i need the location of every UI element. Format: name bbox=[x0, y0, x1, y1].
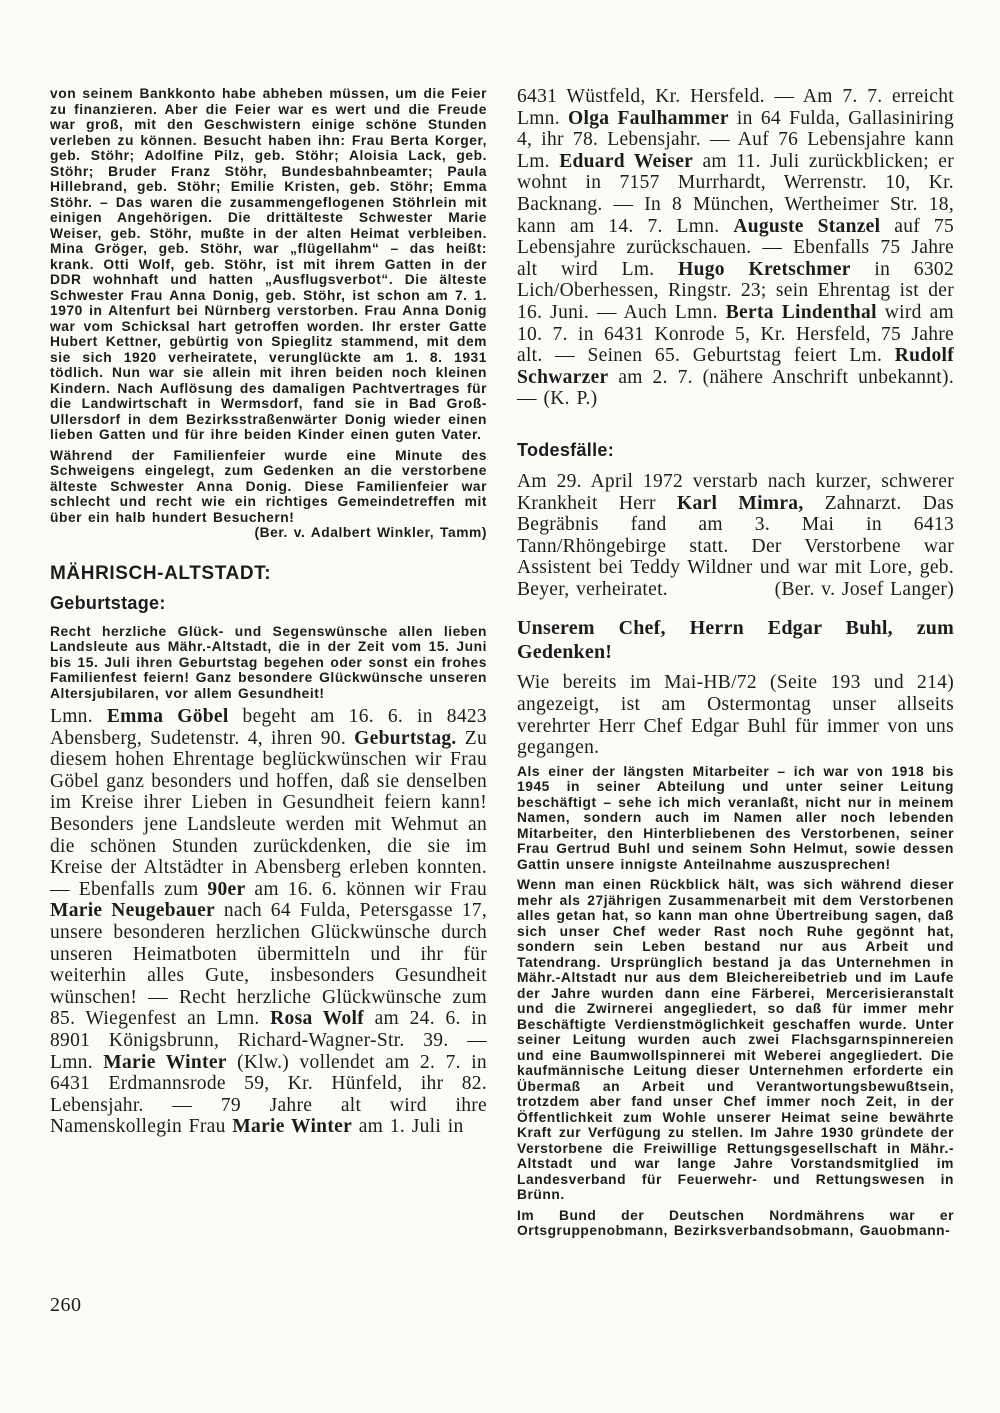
obituary-karl-mimra-paragraph bbox=[517, 471, 954, 601]
section-heading-maehrisch-altstadt: MÄHRISCH-ALTSTADT: bbox=[50, 562, 272, 584]
column-left bbox=[50, 86, 487, 1244]
memorial-condolence-paragraph bbox=[517, 764, 954, 873]
text-run: 90er bbox=[207, 878, 246, 900]
text-run: am 1. Juli in bbox=[352, 1116, 464, 1138]
birthday-announcements-paragraph bbox=[50, 706, 487, 1138]
text-run: Wenn man einen Rückblick hält, was sich während dieser mehr als 27jährigen Zusammenarbeit mit dem Verstorbenen alles getan hat, so kann man ohne Übertreibung sagen, daß sich unser Chef weder Rast noch Ruhe gegönnt hat, sondern sein Leben bestand nur aus Arbeit und Tatendrang. Ursprünglich bestand ja das Unternehmen in Mähr.-Altstadt nur aus dem Bleichereibetrieb und im Laufe der Jahre wurden dann eine Färberei, Mercerisieranstalt und die Zwirnerei angegliedert, so daß für immer mehr Beschäftigte Verdienstmöglichkeit geschaffen wurde. Unter seiner Leitung wurden auch zwei Flachsgarnspinnereien und eine Baumwollspinnerei mit Weberei angegliedert. Die kaufmännische Leitung dieser Unternehmen erforderte ein Übermaß an Arbeit und Verantwortungsbewußtsein, trotzdem aber fand unser Chef immer noch Zeit, in der Öffentlichkeit zum Wohle unserer Heimat seine bewährte Kraft zur Verfügung zu stellen. Im Jahre 1930 gründete der Verstorbene die Freiwillige Rettungsgesellschaft in Mähr.-Altstadt und war lange Jahre Vorstandsmitglied im Landesverband für Feuerwehr- und Rettungswesen in Brünn. bbox=[517, 877, 954, 1203]
memorial-intro-paragraph bbox=[517, 672, 954, 758]
memorial-associations-paragraph bbox=[517, 1208, 954, 1239]
text-run: auf 75 Lebensjahre zurückschauen. — Ebenfalls 75 Jahre alt wird Lm. bbox=[517, 215, 955, 280]
text-run: wird am 10. 7. in 6431 Konrode 5, Kr. Hersfeld, 75 Jahre alt. — Seinen 65. Geburtstag feiert Lm. bbox=[517, 301, 954, 367]
page-number: 260 bbox=[50, 1294, 82, 1316]
text-run: Emma Göbel bbox=[106, 706, 229, 727]
text-run: Marie Winter bbox=[232, 1116, 353, 1138]
text-run: Während der Familienfeier wurde eine Minute des Schweigens eingelegt, zum Gedenken an die verstorbene älteste Schwester Anna Donig. Diese Familienfeier war schlecht und recht wie ein richtiges Gemeindetreffen mit über ein halb hundert Besuchern! bbox=[50, 447, 487, 525]
text-run: begeht am 16. 6. in 8423 Abensberg, Sudetenstr. 4, ihren 90. bbox=[50, 706, 487, 749]
text-run: 6431 Wüstfeld, Kr. Hersfeld. — Am 7. 7. erreicht Lmn. bbox=[517, 86, 954, 129]
section-heading-todesfaelle: Todesfälle: bbox=[517, 439, 614, 460]
text-run: Marie Winter bbox=[103, 1051, 227, 1073]
text-run: Rosa Wolf bbox=[270, 1008, 365, 1030]
text-run: am 16. 6. können wir Frau bbox=[245, 878, 488, 900]
section-heading-geburtstage: Geburtstage: bbox=[50, 592, 166, 613]
text-run: Eduard Weiser bbox=[559, 150, 694, 172]
text-run: Zu diesem hohen Ehrentage beglückwünschen wir Frau Göbel ganz besonders und hoffen, daß sie denselben im Kreise ihrer Lieben in Gesundheit feiern kann! Besonders jene Landsleute werden mit Wehmut an die schönen Stunden zurückdenken, die sie im Kreise der Altstädter in Abensberg erleben konnten. — Ebenfalls zum bbox=[50, 727, 487, 900]
byline: (Ber. v. Adalbert Winkler, Tamm) bbox=[254, 525, 487, 540]
text-run: Zahnarzt. Das Begräbnis fand am 3. Mai in 6413 Tann/Rhöngebirge statt. Der Verstorbene war Assistent bei Teddy Wildner und war mit Lore, geb. Beyer, verheiratet. bbox=[517, 492, 954, 600]
text-run: Hugo Kretschmer bbox=[678, 258, 851, 280]
text-run: am 2. 7. (nähere Anschrift unbekannt). — (K. P.) bbox=[517, 366, 954, 410]
text-run: in 6302 Lich/Oberhessen, Ringstr. 23; sein Ehrentag ist der 16. Juni. — Auch Lmn. bbox=[517, 258, 954, 323]
text-run: Am 29. April 1972 verstarb nach kurzer, schwerer Krankheit Herr bbox=[517, 470, 954, 514]
text-run: am 24. 6. in 8901 Königsbrunn, Richard-Wagner-Str. 39. — Lmn. bbox=[50, 1008, 488, 1073]
text-run: Im Bund der Deutschen Nordmährens war er Ortsgruppenobmann, Bezirksverbandsobmann, Gauobmann- bbox=[517, 1207, 954, 1239]
birthday-intro-paragraph bbox=[50, 624, 487, 702]
column-right bbox=[517, 86, 954, 1244]
text-run: Berta Lindenthal bbox=[725, 301, 877, 323]
text-run: in 64 Fulda, Gallasiniring 4, ihr 78. Lebensjahr. — Auf 76 Lebensjahre kann Lm. bbox=[517, 107, 955, 172]
text-run: Recht herzliche Glück- und Segenswünsche allen lieben Landsleute aus Mähr.-Altstadt, die in der Zeit vom 15. Juni bis 15. Juli ihren Geburtstag begehen oder sonst ein frohes Familienfest feiern! Ganz besondere Glückwünsche unseren Altersjubilaren, vor allem Gesundheit! bbox=[50, 623, 487, 701]
text-run: Lmn. bbox=[50, 706, 107, 727]
text-run: von seinem Bankkonto habe abheben müssen, um die Feier zu finanzieren. Aber die Feier war es wert und die Freude war groß, mit den Geschwistern einige schöne Stunden verleben zu können. Besucht haben ihn: Frau Berta Korger, geb. Stöhr; Adolfine Pilz, geb. Stöhr; Aloisia Lack, geb. Stöhr; Bruder Franz Stöhr, Bundesbahnbeamter; Paula Hillebrand, geb. Stöhr; Emilie Kristen, geb. Stöhr; Emma Stöhr. – Das waren die zusammengeflogenen Stöhrlein mit einigen Angehörigen. Die drittälteste Schwester Marie Weiser, geb. Stöhr, mußte in der alten Heimat verbleiben. Mina Gröger, geb. Stöhr, war „flügellahm“ – das heißt: krank. Otti Wolf, geb. Stöhr, ist mit ihrem Gatten in der DDR wohnhaft und hatten „Ausflugsverbot“. Die älteste Schwester Frau Anna Donig, geb. Stöhr, ist schon am 7. 1. 1970 in Altenfurt bei Nürnberg verstorben. Frau Anna Donig war vom Schicksal hart getroffen worden. Ihr erster Gatte Hubert Kettner, gebürtig von Spieglitz stammend, mit dem sie sich 1920 verheiratete, verunglückte am 1. 8. 1931 tödlich. Nun war sie allein mit ihren beiden noch kleinen Kindern. Nach Auflösung des damaligen Pachtvertrages für die Landwirtschaft in Wermsdorf, fand sie in Bad Groß-Ullersdorf in dem Bezirksstraßenwärter Donig wieder einen lieben Gatten und für ihre beiden Kinder einen guten Vater. bbox=[50, 86, 487, 442]
text-run: Marie Neugebauer bbox=[50, 900, 215, 922]
text-run: Karl Mimra, bbox=[676, 492, 804, 514]
text-run: Als einer der längsten Mitarbeiter – ich war von 1918 bis 1945 in seiner Abteilung und unter seiner Leitung beschäftigt – sehe ich mich veranlaßt, nicht nur in meinem Namen, sondern auch im Namen aller noch lebenden Mitarbeiter, den Hinterbliebenen des Verstorbenen, seiner Frau Gertrud Buhl und seinem Sohn Helmut, sowie dessen Gattin unsere innigste Anteilnahme auszusprechen! bbox=[517, 763, 954, 872]
memorial-heading-edgar-buhl: Unserem Chef, Herrn Edgar Buhl, zum Gedenken! bbox=[517, 617, 954, 664]
text-run: am 11. Juli zurückblicken; er wohnt in 7157 Murrhardt, Werrenstr. 10, Kr. Backnang. — In 8 München, Wertheimer Str. 18, kann am 14. 7. Lmn. bbox=[517, 150, 955, 237]
text-run: Olga Faulhammer bbox=[568, 107, 729, 129]
text-run: (Klw.) vollendet am 2. 7. in 6431 Erdmannsrode 59, Kr. Hünfeld, ihr 82. Lebensjahr. — 79 Jahre alt wird ihre Namenskollegin Frau bbox=[50, 1051, 487, 1138]
birthday-announcements-continued-paragraph bbox=[517, 86, 954, 410]
family-reunion-paragraph bbox=[50, 86, 487, 443]
text-run: Rudolf Schwarzer bbox=[517, 345, 954, 388]
text-run: Geburtstag. bbox=[354, 727, 457, 749]
family-reunion-closing-paragraph bbox=[50, 448, 487, 541]
text-run: Wie bereits im Mai-HB/72 (Seite 193 und 214) angezeigt, ist am Ostermontag unser allseits verehrter Herr Chef Edgar Buhl für immer von uns gegangen. bbox=[517, 672, 954, 759]
text-run: Auguste Stanzel bbox=[733, 215, 881, 237]
memorial-life-work-paragraph bbox=[517, 877, 954, 1203]
byline: (Ber. v. Josef Langer) bbox=[774, 578, 954, 600]
text-run: nach 64 Fulda, Petersgasse 17, unsere besonderen herzlichen Glückwünsche durch unseren Heimatboten übermitteln und ihr für weiterhin alles Gute, insbesonders Gesundheit wünschen! — Recht herzliche Glückwünsche zum 85. Wiegenfest an Lmn. bbox=[50, 900, 488, 1030]
